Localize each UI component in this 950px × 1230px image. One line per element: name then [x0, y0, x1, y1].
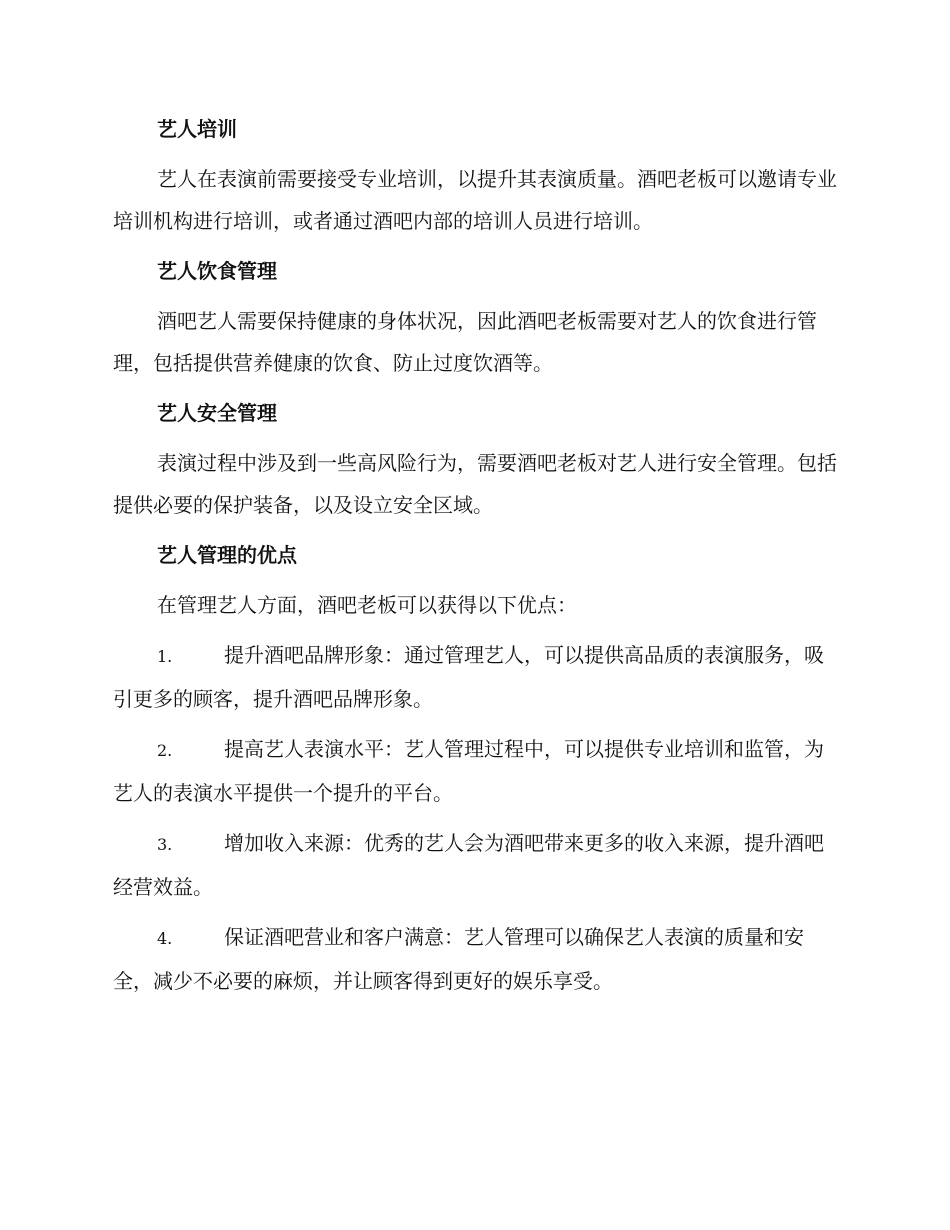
section-heading-diet: 艺人饮食管理	[157, 259, 277, 283]
list-item	[113, 728, 837, 814]
section-paragraph-diet: 酒吧艺人需要保持健康的身体状况，因此酒吧老板需要对艺人的饮食进行管理，包括提供营养健康的饮食、防止过度饮酒等。	[113, 309, 817, 375]
section-heading-safety: 艺人安全管理	[157, 401, 277, 425]
section-paragraph-safety: 表演过程中涉及到一些高风险行为，需要酒吧老板对艺人进行安全管理。包括提供必要的保护装备，以及设立安全区域。	[113, 451, 837, 517]
section-heading-advantages: 艺人管理的优点	[157, 543, 297, 567]
list-number: 4.	[157, 929, 173, 948]
list-number: 3.	[157, 835, 173, 854]
list-item	[113, 916, 837, 1002]
list-text: 提升酒吧品牌形象：通过管理艺人，可以提供高品质的表演服务，吸引更多的顾客，提升酒吧品牌形象。	[113, 643, 824, 711]
list-text: 保证酒吧营业和客户满意：艺人管理可以确保艺人表演的质量和安全，减少不必要的麻烦，并让顾客得到更好的娱乐享受。	[113, 925, 804, 993]
list-text: 提高艺人表演水平：艺人管理过程中，可以提供专业培训和监管，为艺人的表演水平提供一个提升的平台。	[113, 737, 824, 805]
list-number: 2.	[157, 741, 173, 760]
list-item	[113, 822, 837, 908]
list-item	[113, 634, 837, 720]
section-paragraph-training: 艺人在表演前需要接受专业培训，以提升其表演质量。酒吧老板可以邀请专业培训机构进行培训，或者通过酒吧内部的培训人员进行培训。	[113, 167, 837, 233]
list-number: 1.	[157, 647, 173, 666]
document-body	[113, 108, 837, 1010]
section-heading-training: 艺人培训	[157, 117, 237, 141]
list-text: 增加收入来源：优秀的艺人会为酒吧带来更多的收入来源，提升酒吧经营效益。	[113, 831, 824, 899]
section-paragraph-advantages: 在管理艺人方面，酒吧老板可以获得以下优点：	[157, 593, 577, 617]
